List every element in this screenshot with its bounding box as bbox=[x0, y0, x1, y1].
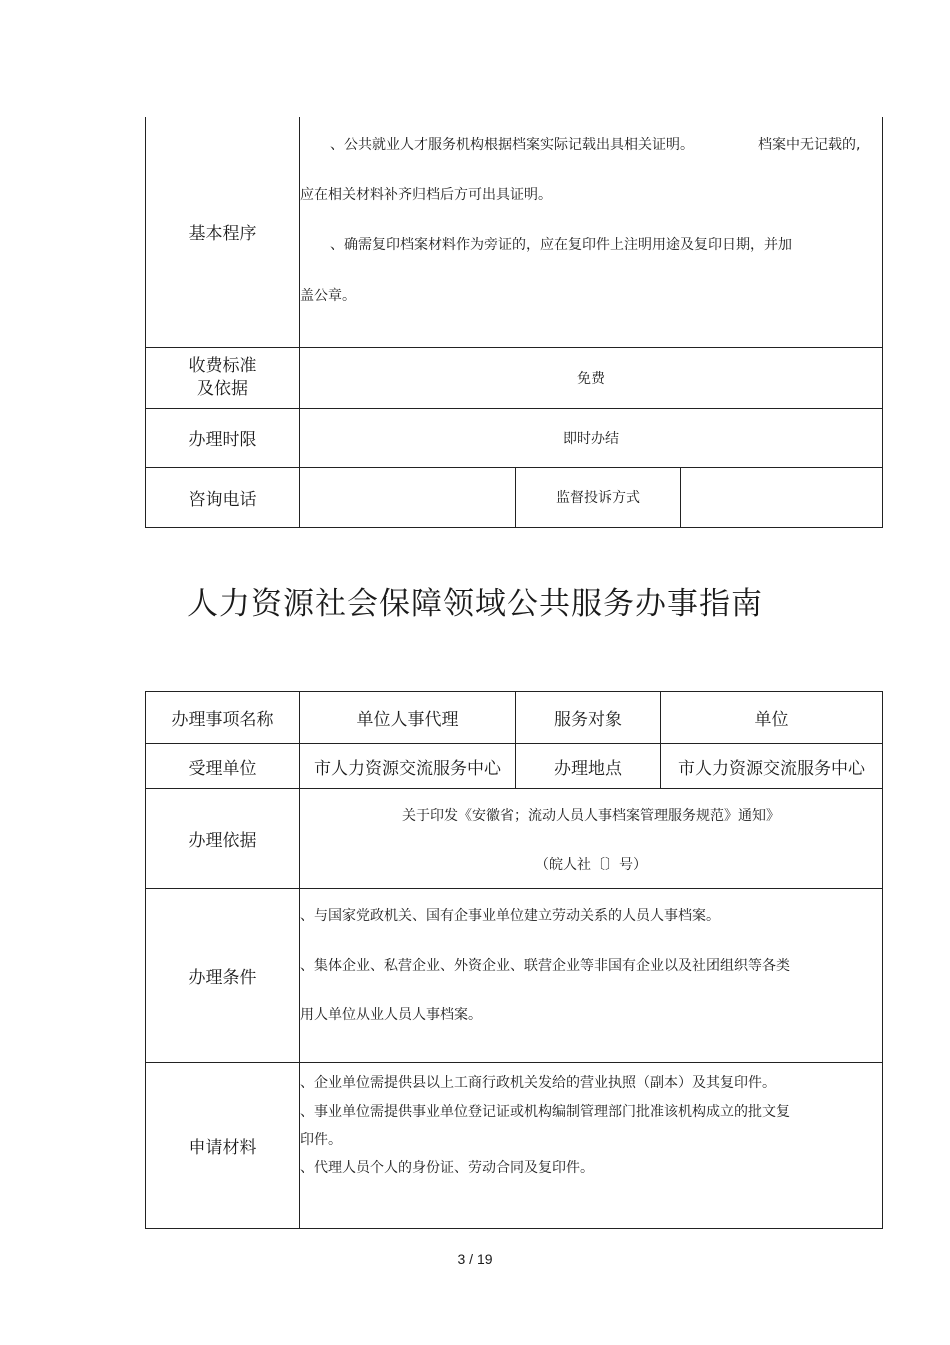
basic-procedure-content bbox=[300, 117, 883, 347]
basis-line-2: （皖人社〔〕号） bbox=[535, 857, 647, 873]
materials-line-3: 印件。 bbox=[300, 1132, 342, 1148]
accepting-unit-value: 市人力资源交流服务中心 bbox=[300, 744, 516, 789]
page-number: 3 / 19 bbox=[457, 1251, 493, 1267]
page-title: 人力资源社会保障领域公共服务办事指南 bbox=[187, 586, 763, 622]
contact-phone-label: 咨询电话 bbox=[146, 467, 300, 527]
fee-value: 免费 bbox=[300, 347, 883, 408]
item-name-label: 办理事项名称 bbox=[146, 692, 300, 744]
materials-line-2: 、事业单位需提供事业单位登记证或机构编制管理部门批准该机构成立的批文复 bbox=[300, 1104, 790, 1120]
procedure-table bbox=[145, 117, 883, 528]
basis-content bbox=[300, 789, 883, 889]
materials-line-1: 、企业单位需提供县以上工商行政机关发给的营业执照（副本）及其复印件。 bbox=[300, 1075, 776, 1091]
supervise-label: 监督投诉方式 bbox=[516, 467, 681, 527]
conditions-label: 办理条件 bbox=[146, 889, 300, 1063]
fee-label-line2: 及依据 bbox=[197, 378, 248, 399]
handling-place-value: 市人力资源交流服务中心 bbox=[661, 744, 883, 789]
procedure-line-3: 、确需复印档案材料作为旁证的，应在复印件上注明用途及复印日期，并加 bbox=[330, 237, 792, 253]
service-guide-table bbox=[145, 691, 883, 1229]
materials-content bbox=[300, 1063, 883, 1229]
item-name-value: 单位人事代理 bbox=[300, 692, 516, 744]
conditions-content bbox=[300, 889, 883, 1063]
service-target-value: 单位 bbox=[661, 692, 883, 744]
basis-label: 办理依据 bbox=[146, 789, 300, 889]
materials-line-4: 、代理人员个人的身份证、劳动合同及复印件。 bbox=[300, 1160, 594, 1176]
time-limit-label: 办理时限 bbox=[146, 408, 300, 467]
contact-phone-value bbox=[300, 467, 516, 527]
procedure-line-4: 盖公章。 bbox=[300, 288, 356, 304]
accepting-unit-label: 受理单位 bbox=[146, 744, 300, 789]
procedure-line-1b: 档案中无记载的, bbox=[758, 137, 861, 153]
handling-place-label: 办理地点 bbox=[516, 744, 661, 789]
basis-line-1: 关于印发《安徽省；流动人员人事档案管理服务规范》通知》 bbox=[402, 808, 780, 824]
procedure-line-1a: 、公共就业人才服务机构根据档案实际记载出具相关证明。 bbox=[330, 137, 694, 153]
service-target-label: 服务对象 bbox=[516, 692, 661, 744]
fee-label-line1: 收费标准 bbox=[188, 355, 257, 376]
basic-procedure-label: 基本程序 bbox=[146, 117, 300, 347]
conditions-line-1: 、与国家党政机关、国有企事业单位建立劳动关系的人员人事档案。 bbox=[300, 908, 720, 924]
materials-label: 申请材料 bbox=[146, 1063, 300, 1229]
fee-label bbox=[146, 347, 300, 408]
supervise-value bbox=[681, 467, 883, 527]
procedure-line-2: 应在相关材料补齐归档后方可出具证明。 bbox=[300, 187, 552, 203]
conditions-line-2: 、集体企业、私营企业、外资企业、联营企业等非国有企业以及社团组织等各类 bbox=[300, 958, 790, 974]
conditions-line-3: 用人单位从业人员人事档案。 bbox=[300, 1007, 482, 1023]
time-limit-value: 即时办结 bbox=[300, 408, 883, 467]
